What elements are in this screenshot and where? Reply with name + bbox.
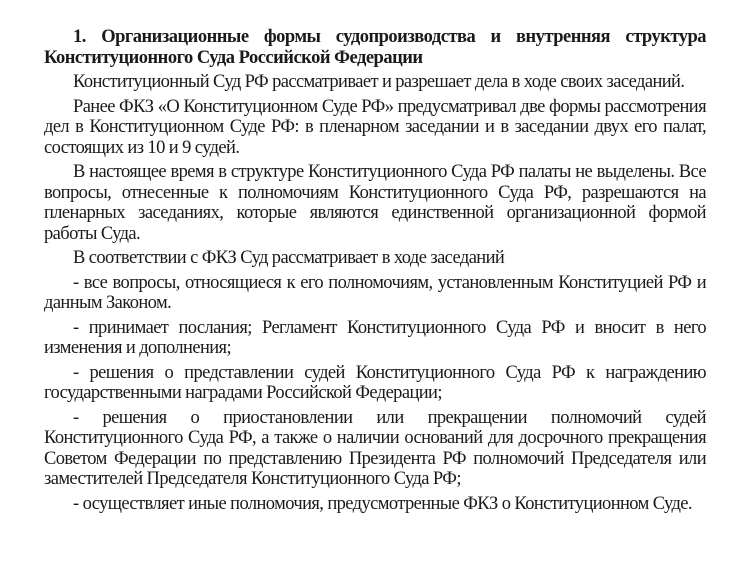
document-page [44,27,706,518]
section-heading: 1. Организационные формы судопроизводства и внутренняя структура Конституционного Суда Российской Федерации [44,27,706,68]
list-item-messages-regulation: - принимает послания; Регламент Конституционного Суда РФ и вносит в него изменения и дополнения; [44,317,706,358]
list-item-all-questions: - все вопросы, относящиеся к его полномочиям, установленным Конституцией РФ и данным Законом. [44,272,706,313]
paragraph-court-sessions: Конституционный Суд РФ рассматривает и разрешает дела в ходе своих заседаний. [73,72,685,92]
list-item-suspension-termination: - решения о приостановлении или прекращении полномочий судей Конституционного Суда РФ, а также о наличии оснований для досрочного прекращения Советом Федерации по представлению Президента РФ полномочий Председателя или заместителей Председателя Конституционного Суда РФ; [44,407,706,489]
paragraph-current-structure: В настоящее время в структуре Конституционного Суда РФ палаты не выделены. Все вопросы, отнесенные к полномочиям Конституционного Суда РФ, разрешаются на пленарных заседаниях, которые являются единственной организационной формой работы Суда. [44,162,706,244]
paragraph-former-forms: Ранее ФКЗ «О Конституционном Суде РФ» предусматривал две формы рассмотрения дел в Конституционном Суде РФ: в пленарном заседании и в заседании двух его палат, состоящих из 10 и 9 судей. [44,96,706,158]
list-item-awards: - решения о представлении судей Конституционного Суда РФ к награждению государственными наградами Российской Федерации; [44,362,706,403]
list-item-other-powers: - осуществляет иные полномочия, предусмотренные ФКЗ о Конституционном Суде. [73,493,692,514]
paragraph-list-intro: В соответствии с ФКЗ Суд рассматривает в ходе заседаний [73,248,505,268]
